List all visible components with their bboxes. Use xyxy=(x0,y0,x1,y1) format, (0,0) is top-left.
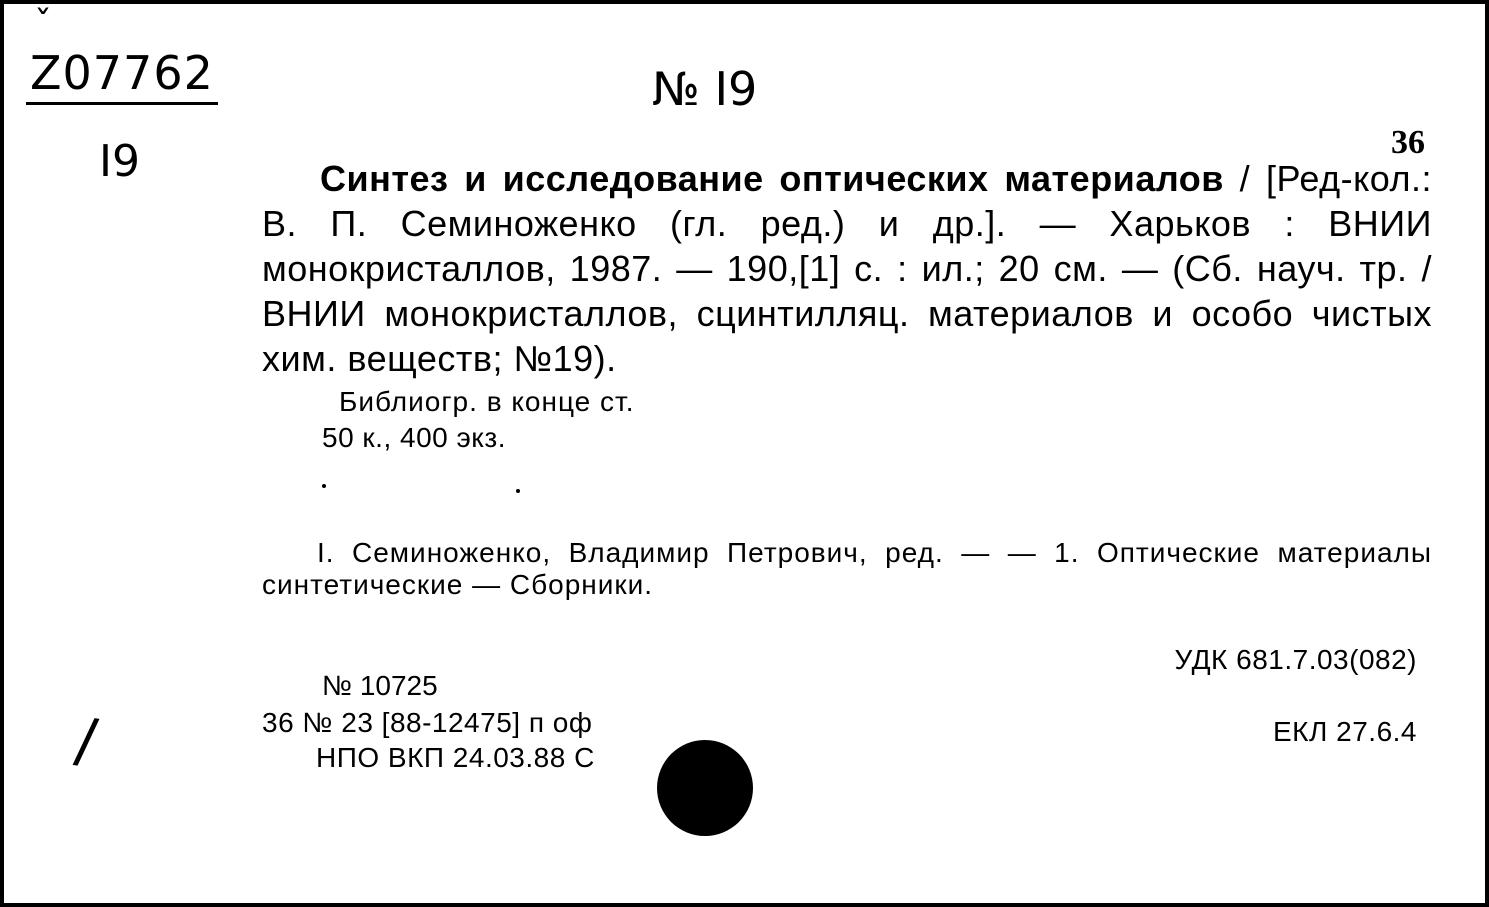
bibliographic-entry xyxy=(262,156,1432,381)
margin-slash-mark: / xyxy=(71,704,101,778)
caron-mark: ˇ xyxy=(34,4,52,45)
record-number: № 10725 xyxy=(322,670,438,701)
bibliography-note: Библиогр. в конце ст. xyxy=(339,386,635,417)
punch-hole xyxy=(657,740,753,836)
dot-mark xyxy=(516,489,520,493)
ekl-code: ЕКЛ 27.6.4 xyxy=(1273,716,1417,747)
entry-body: / [Ред-кол.: В. П. Семиноженко (гл. ред.) и др.]. — Харьков : ВНИИ монокристаллов, 1987. — 190,[1] с. : ил.; 20 см. — (Сб. науч. тр. / ВНИИ монокристаллов, сцинтилляц. материалов и особо чистых хим. веществ; №19). xyxy=(262,158,1432,379)
subject-headings: I. Семиноженко, Владимир Петрович, ред. — — 1. Оптические материалы синтетические — Сборники. xyxy=(262,537,1432,600)
entry-title: Синтез и исследование оптических материалов xyxy=(320,158,1224,199)
udk-code: УДК 681.7.03(082) xyxy=(1174,644,1417,675)
dot-mark xyxy=(322,484,326,488)
price-note: 50 к., 400 экз. xyxy=(322,422,506,453)
volume-mark: I9 xyxy=(99,136,140,187)
card-number: 36 xyxy=(1391,124,1425,161)
issue-label: № I9 xyxy=(652,62,758,116)
order-line: 36 № 23 [88-12475] п оф xyxy=(262,707,593,738)
inventory-number: Z07762 xyxy=(26,46,218,105)
npo-line: НПО ВКП 24.03.88 С xyxy=(316,742,595,773)
